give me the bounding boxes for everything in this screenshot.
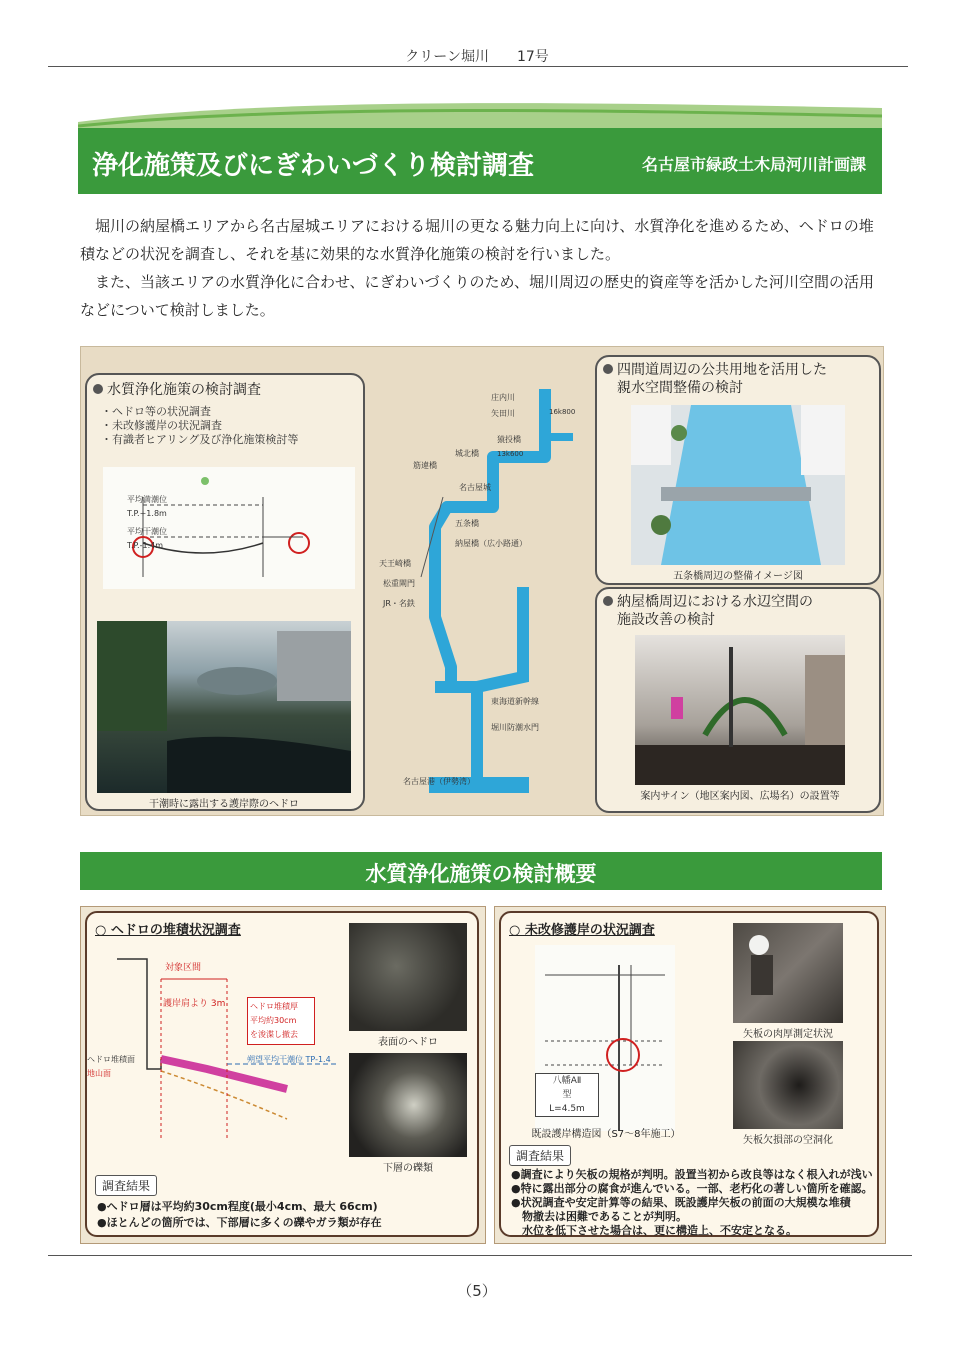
banner-title: 浄化施策及びにぎわいづくり検討調査: [92, 151, 535, 181]
shikemichi-box: [595, 355, 881, 585]
bullet-icon: [93, 384, 103, 394]
revetment-result-5: 水位を低下させた場合は、更に構造上、不安定となる。: [511, 1224, 797, 1237]
overview-panel: [80, 346, 884, 816]
callout-line-3: を浚渫し撤去: [250, 1030, 298, 1039]
lower-gravel-photo: [349, 1053, 467, 1157]
cavity-caption: 矢板欠損部の空洞化: [743, 1135, 833, 1146]
nayabashi-box: [595, 587, 881, 813]
map-label-shigan: 猿投橋: [497, 435, 521, 444]
gojo-bridge-drawing: [631, 405, 845, 565]
sludge-survey-title: ○ ヘドロの堆積状況調査: [95, 923, 241, 938]
sludge-result-2: ●ほとんどの箇所では、下部層に多くの礫やガラ類が存在: [97, 1216, 382, 1229]
section-banner: [80, 852, 882, 890]
revetment-result-label: 調査結果: [509, 1145, 571, 1166]
label-target-range: 対象区間: [165, 963, 202, 973]
map-label-tokaido: 東海道新幹線: [491, 697, 539, 706]
issue-header: クリーン堀川 17号: [405, 49, 549, 65]
river-photo-drawing: [97, 621, 351, 793]
survey-item-3: ・有識者ヒアリング及び浄化施策検討等: [101, 433, 299, 446]
shikemichi-title-2: 親水空間整備の検討: [617, 380, 743, 396]
intro-line-4: などについて検討しました。: [80, 301, 275, 319]
intro-line-1: 堀川の納屋橋エリアから名古屋城エリアにおける堀川の更なる魅力向上に向け、水質浄化を進めるため、ヘドロの堆: [80, 217, 874, 235]
horikawa-river-map: [373, 377, 593, 809]
spec-line-1: 八幡AⅡ: [552, 1076, 582, 1086]
callout-line-1: ヘドロ堆積厚: [250, 1002, 298, 1011]
map-label-tenno: 天王崎橋: [379, 559, 411, 568]
label-high-tide: 平均満潮位: [127, 495, 167, 504]
map-label-yada: 矢田川: [491, 409, 515, 418]
water-purification-box: [85, 373, 365, 811]
sludge-survey-panel: [80, 906, 486, 1244]
intro-line-2: 積などの状況を調査し、それを基に効果的な水質浄化施策の検討を行いました。: [80, 245, 621, 263]
map-label-nagoyajo: 名古屋城: [459, 483, 491, 492]
revetment-result-3: ●状況調査や安定計算等の結果、既設護岸矢板の前面の大規模な堆積: [511, 1196, 851, 1209]
footer-rule: [48, 1255, 912, 1256]
sludge-survey-box: [85, 911, 479, 1237]
water-purification-title: 水質浄化施策の検討調査: [93, 381, 261, 399]
map-label-16k800: 16k800: [549, 408, 576, 416]
revetment-drawing-caption: 既設護岸構造図（S7～8年施工）: [531, 1129, 681, 1140]
shikemichi-title: 四間道周辺の公共用地を活用した: [603, 361, 827, 379]
thickness-caption: 矢板の肉厚測定状況: [743, 1029, 833, 1040]
map-label-13k600: 13k600: [497, 450, 524, 458]
callout-line-2: 平均約30cm: [250, 1016, 297, 1025]
map-label-jr: JR・名鉄: [383, 599, 415, 608]
bullet-icon: [603, 364, 613, 374]
nayabashi-photo: [635, 635, 845, 785]
label-low-tide: 平均干潮位: [127, 527, 167, 536]
nayabashi-caption: 案内サイン（地区案内図、広場名）の設置等: [640, 791, 840, 802]
banner-organization: 名古屋市緑政土木局河川計画課: [641, 155, 866, 174]
page-number: （5）: [457, 1282, 497, 1300]
survey-item-1: ・ヘドロ等の状況調査: [101, 405, 211, 418]
surface-sludge-caption: 表面のヘドロ: [378, 1037, 438, 1048]
title-banner: [78, 128, 882, 194]
river-photo-caption: 干潮時に露出する護岸際のヘドロ: [149, 799, 299, 810]
cross-section-diagram: [103, 467, 355, 589]
gojo-bridge-image: [631, 405, 845, 565]
map-label-gojo: 五条橋: [455, 519, 479, 528]
map-label-shonai: 庄内川: [491, 393, 515, 402]
river-photo: [97, 621, 351, 793]
bullet-icon: [603, 596, 613, 606]
survey-item-2: ・未改修護岸の状況調査: [101, 419, 222, 432]
nayabashi-title: 納屋橋周辺における水辺空間の: [603, 593, 813, 611]
sheet-pile-spec: [535, 1073, 599, 1117]
map-label-horikawa: 堀川防潮水門: [491, 723, 539, 732]
sheet-pile-cavity-photo: [733, 1041, 843, 1129]
revetment-result-2: ●特に露出部分の腐食が進んでいる。一部、老朽化の著しい箇所を確認。: [511, 1182, 873, 1195]
sludge-callout: [247, 997, 315, 1045]
thickness-measurement-photo: [733, 923, 843, 1023]
nayabashi-photo-drawing: [635, 635, 845, 785]
sludge-result-1: ●ヘドロ層は平均約30cm程度(最小4cm、最大 66cm): [97, 1200, 378, 1213]
nayabashi-title-2: 施設改善の検討: [617, 612, 715, 628]
label-tide-level: 朔望平均干潮位 TP-1.4: [247, 1055, 331, 1064]
map-label-port: 名古屋港（伊勢湾）: [403, 777, 475, 786]
map-label-nayabashi: 納屋橋（広小路通）: [455, 539, 527, 548]
revetment-result-4: 物撤去は困難であることが判明。: [511, 1210, 687, 1223]
label-sludge-surface: ヘドロ堆積面: [87, 1055, 135, 1064]
map-label-jocho: 城北橋: [455, 449, 479, 458]
section-title: 水質浄化施策の検討概要: [365, 862, 597, 886]
surface-sludge-photo: [349, 923, 467, 1031]
map-label-meijo: 筋違橋: [413, 461, 437, 470]
label-depth: 護岸肩より 3m: [163, 999, 226, 1009]
label-high-tide-level: T.P.+1.8m: [127, 509, 167, 518]
header-rule: [48, 66, 908, 67]
sludge-result-label: 調査結果: [95, 1175, 157, 1196]
gojo-caption: 五条橋周辺の整備イメージ図: [673, 571, 803, 582]
revetment-result-1: ●調査により矢板の規格が判明。設置当初から改良等はなく根入れが浅い: [511, 1168, 873, 1181]
worker-helmet-drawing: [733, 923, 843, 1023]
revetment-survey-box: [499, 911, 879, 1237]
spec-line-2: 型: [562, 1090, 572, 1100]
lower-gravel-caption: 下層の礫類: [383, 1163, 433, 1174]
revetment-survey-title: ○ 未改修護岸の状況調査: [509, 923, 655, 938]
label-low-tide-level: T.P.-1.4m: [127, 541, 164, 550]
river-map-drawing: [373, 377, 593, 809]
spec-line-3: L=4.5m: [549, 1104, 585, 1114]
revetment-drawing: [535, 945, 675, 1131]
label-ground-surface: 地山面: [87, 1069, 111, 1078]
intro-line-3: また、当該エリアの水質浄化に合わせ、にぎわいづくりのため、堀川周辺の歴史的資産等を活かした河川空間の活用: [80, 273, 874, 291]
map-label-matsushige: 松重閘門: [383, 579, 415, 588]
revetment-survey-panel: [494, 906, 886, 1244]
green-wave-decoration: [78, 92, 882, 132]
